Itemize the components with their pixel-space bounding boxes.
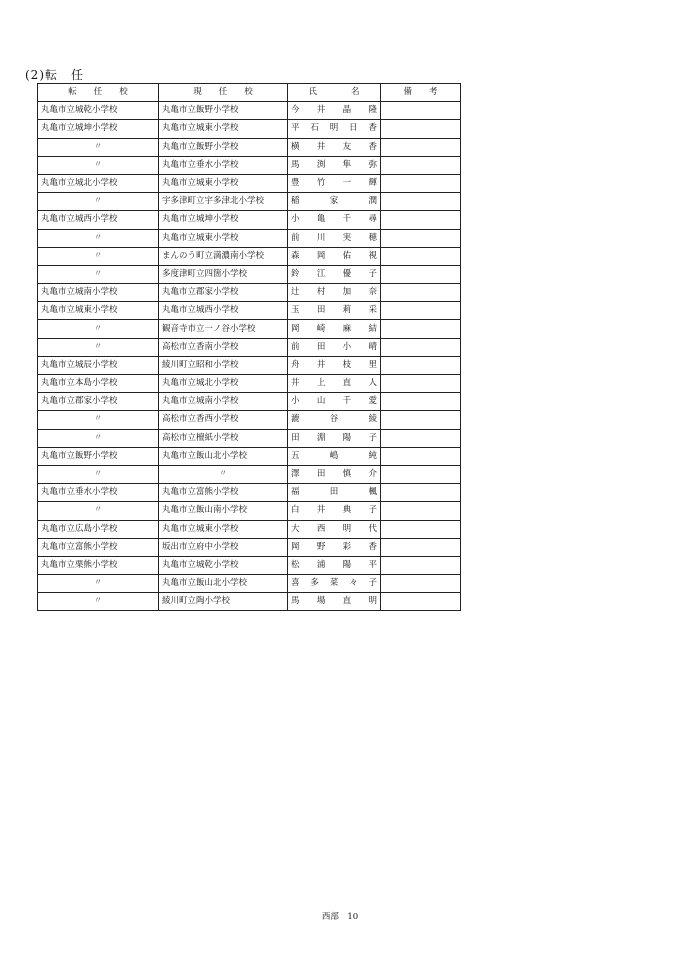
cell-new-school: 丸亀市立飯野小学校 — [38, 447, 159, 465]
cell-remarks — [381, 265, 461, 283]
cell-new-school: 丸亀市立栗熊小学校 — [38, 556, 159, 574]
cell-current-school: 丸亀市立飯野小学校 — [159, 138, 288, 156]
cell-current-school: 丸亀市立飯山北小学校 — [159, 447, 288, 465]
cell-current-school: 〃 — [159, 465, 288, 483]
cell-new-school: 丸亀市立郡家小学校 — [38, 393, 159, 411]
cell-name: 白 井 典 子 — [288, 502, 381, 520]
cell-new-school: 〃 — [38, 593, 159, 611]
cell-remarks — [381, 393, 461, 411]
cell-current-school: 丸亀市立城坤小学校 — [159, 211, 288, 229]
transfer-table — [37, 83, 461, 611]
cell-current-school: 丸亀市立城西小学校 — [159, 302, 288, 320]
header-remarks: 備 考 — [381, 84, 461, 102]
table-row — [38, 575, 461, 593]
cell-current-school: 高松市立香南小学校 — [159, 338, 288, 356]
cell-remarks — [381, 284, 461, 302]
table-row — [38, 465, 461, 483]
cell-remarks — [381, 174, 461, 192]
cell-new-school: 丸亀市立城坤小学校 — [38, 120, 159, 138]
cell-current-school: 丸亀市立城乾小学校 — [159, 556, 288, 574]
cell-remarks — [381, 102, 461, 120]
cell-remarks — [381, 211, 461, 229]
cell-name: 平 石 明 日 香 — [288, 120, 381, 138]
cell-name: 喜 多 菜 々 子 — [288, 575, 381, 593]
cell-name: 五 嶋 純 — [288, 447, 381, 465]
cell-new-school: 〃 — [38, 138, 159, 156]
cell-remarks — [381, 375, 461, 393]
cell-remarks — [381, 356, 461, 374]
table-row — [38, 302, 461, 320]
cell-new-school: 丸亀市立城南小学校 — [38, 284, 159, 302]
cell-new-school: 〃 — [38, 320, 159, 338]
cell-remarks — [381, 593, 461, 611]
table-row — [38, 102, 461, 120]
cell-name: 豊 竹 一 輝 — [288, 174, 381, 192]
cell-remarks — [381, 247, 461, 265]
cell-current-school: 丸亀市立飯野小学校 — [159, 102, 288, 120]
cell-name: 辻 村 加 奈 — [288, 284, 381, 302]
cell-new-school: 〃 — [38, 265, 159, 283]
cell-new-school: 丸亀市立広島小学校 — [38, 520, 159, 538]
cell-name: 澤 田 慎 介 — [288, 465, 381, 483]
table-row — [38, 556, 461, 574]
cell-current-school: 高松市立香西小学校 — [159, 411, 288, 429]
table-row — [38, 429, 461, 447]
cell-new-school: 丸亀市立本島小学校 — [38, 375, 159, 393]
table-row — [38, 138, 461, 156]
table-row — [38, 502, 461, 520]
cell-current-school: 観音寺市立一ノ谷小学校 — [159, 320, 288, 338]
cell-name: 福 田 楓 — [288, 484, 381, 502]
cell-current-school: 綾川町立昭和小学校 — [159, 356, 288, 374]
cell-remarks — [381, 556, 461, 574]
cell-current-school: 坂出市立府中小学校 — [159, 538, 288, 556]
cell-new-school: 〃 — [38, 338, 159, 356]
cell-new-school: 丸亀市立城東小学校 — [38, 302, 159, 320]
cell-name: 横 井 友 香 — [288, 138, 381, 156]
cell-current-school: 丸亀市立城北小学校 — [159, 375, 288, 393]
header-current-school: 現 任 校 — [159, 84, 288, 102]
cell-new-school: 〃 — [38, 465, 159, 483]
cell-remarks — [381, 575, 461, 593]
cell-name: 小 亀 千 尋 — [288, 211, 381, 229]
table-row — [38, 520, 461, 538]
table-row — [38, 156, 461, 174]
cell-name: 前 川 実 穂 — [288, 229, 381, 247]
table-row — [38, 229, 461, 247]
page-footer: 西部 10 — [321, 912, 359, 922]
table-row — [38, 338, 461, 356]
table-row — [38, 284, 461, 302]
table-row — [38, 265, 461, 283]
cell-current-school: 丸亀市立飯山南小学校 — [159, 502, 288, 520]
table-row — [38, 120, 461, 138]
cell-remarks — [381, 429, 461, 447]
cell-remarks — [381, 411, 461, 429]
cell-new-school: 〃 — [38, 229, 159, 247]
cell-name: 馬 場 直 明 — [288, 593, 381, 611]
cell-name: 馬 渕 隼 弥 — [288, 156, 381, 174]
table-row — [38, 211, 461, 229]
table-row — [38, 593, 461, 611]
cell-current-school: 綾川町立陶小学校 — [159, 593, 288, 611]
cell-name: 松 浦 陽 平 — [288, 556, 381, 574]
cell-remarks — [381, 156, 461, 174]
cell-new-school: 〃 — [38, 247, 159, 265]
cell-remarks — [381, 193, 461, 211]
table-row — [38, 447, 461, 465]
cell-current-school: 丸亀市立飯山北小学校 — [159, 575, 288, 593]
cell-new-school: 丸亀市立富熊小学校 — [38, 538, 159, 556]
cell-current-school: 高松市立檀紙小学校 — [159, 429, 288, 447]
table-row — [38, 193, 461, 211]
cell-current-school: 多度津町立四箇小学校 — [159, 265, 288, 283]
cell-current-school: 丸亀市立城東小学校 — [159, 120, 288, 138]
table-row — [38, 484, 461, 502]
table-row — [38, 393, 461, 411]
cell-name: 田 淵 陽 子 — [288, 429, 381, 447]
cell-name: 玉 田 莉 采 — [288, 302, 381, 320]
table-row — [38, 538, 461, 556]
cell-current-school: 丸亀市立城東小学校 — [159, 229, 288, 247]
cell-name: 前 田 小 晴 — [288, 338, 381, 356]
cell-remarks — [381, 338, 461, 356]
cell-current-school: 丸亀市立城南小学校 — [159, 393, 288, 411]
cell-current-school: まんのう町立満濃南小学校 — [159, 247, 288, 265]
cell-remarks — [381, 484, 461, 502]
cell-new-school: 〃 — [38, 502, 159, 520]
cell-new-school: 丸亀市立城辰小学校 — [38, 356, 159, 374]
cell-remarks — [381, 447, 461, 465]
cell-current-school: 丸亀市立垂水小学校 — [159, 156, 288, 174]
cell-new-school: 〃 — [38, 575, 159, 593]
table-row — [38, 375, 461, 393]
cell-remarks — [381, 320, 461, 338]
cell-current-school: 丸亀市立富熊小学校 — [159, 484, 288, 502]
header-name: 氏 名 — [288, 84, 381, 102]
cell-current-school: 丸亀市立城東小学校 — [159, 520, 288, 538]
cell-new-school: 丸亀市立城乾小学校 — [38, 102, 159, 120]
table-row — [38, 247, 461, 265]
cell-new-school: 丸亀市立城西小学校 — [38, 211, 159, 229]
cell-name: 舟 井 枝 里 — [288, 356, 381, 374]
cell-remarks — [381, 302, 461, 320]
cell-remarks — [381, 502, 461, 520]
cell-name: 岡 野 彩 香 — [288, 538, 381, 556]
cell-remarks — [381, 465, 461, 483]
cell-name: 大 西 明 代 — [288, 520, 381, 538]
table-header-row — [38, 84, 461, 102]
cell-new-school: 〃 — [38, 411, 159, 429]
cell-name: 鈴 江 優 子 — [288, 265, 381, 283]
cell-new-school: 〃 — [38, 193, 159, 211]
cell-remarks — [381, 520, 461, 538]
table-body — [38, 102, 461, 611]
cell-name: 漉 谷 綾 — [288, 411, 381, 429]
table-row — [38, 320, 461, 338]
cell-new-school: 〃 — [38, 429, 159, 447]
section-title: (2)転 任 — [25, 68, 84, 82]
cell-remarks — [381, 138, 461, 156]
header-new-school: 転 任 校 — [38, 84, 159, 102]
cell-remarks — [381, 538, 461, 556]
cell-name: 井 上 直 人 — [288, 375, 381, 393]
cell-new-school: 〃 — [38, 156, 159, 174]
cell-new-school: 丸亀市立城北小学校 — [38, 174, 159, 192]
table-row — [38, 174, 461, 192]
cell-current-school: 宇多津町立宇多津北小学校 — [159, 193, 288, 211]
cell-remarks — [381, 120, 461, 138]
cell-new-school: 丸亀市立垂水小学校 — [38, 484, 159, 502]
table-row — [38, 356, 461, 374]
cell-name: 今 井 晶 隆 — [288, 102, 381, 120]
cell-current-school: 丸亀市立郡家小学校 — [159, 284, 288, 302]
cell-name: 小 山 千 愛 — [288, 393, 381, 411]
cell-name: 稲 家 潤 — [288, 193, 381, 211]
cell-current-school: 丸亀市立城東小学校 — [159, 174, 288, 192]
cell-name: 岡 崎 麻 結 — [288, 320, 381, 338]
cell-name: 森 岡 佑 視 — [288, 247, 381, 265]
cell-remarks — [381, 229, 461, 247]
table-row — [38, 411, 461, 429]
